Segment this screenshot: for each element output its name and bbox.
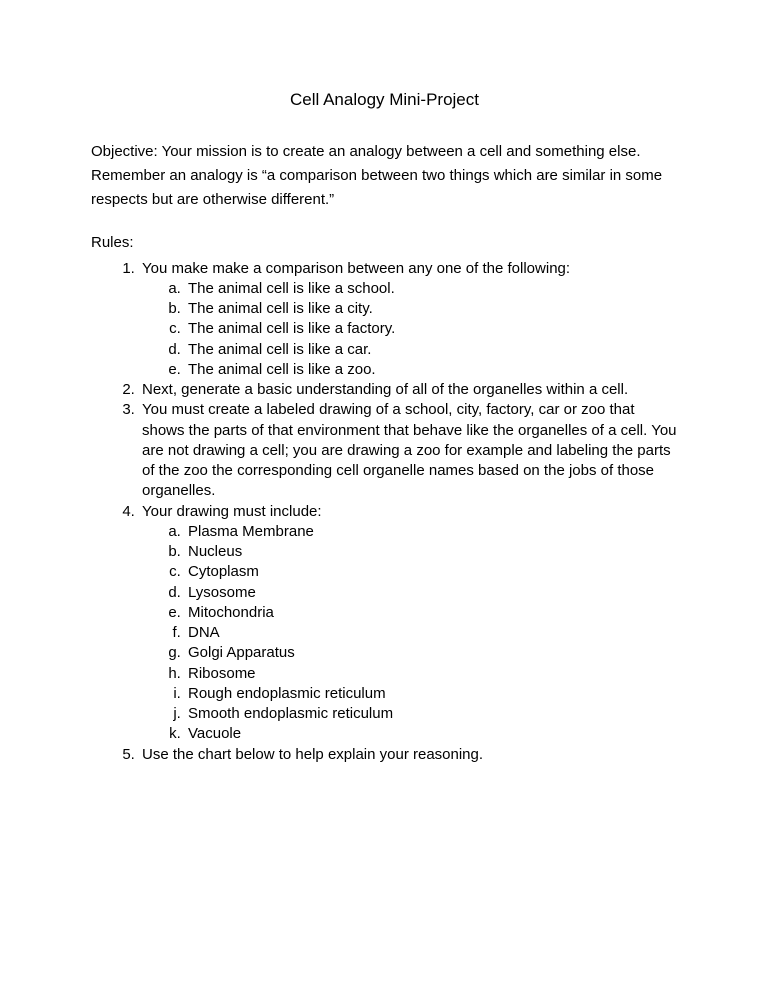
rule-item-5 xyxy=(139,745,678,765)
sub-item-text: Smooth endoplasmic reticulum xyxy=(188,705,394,723)
sub-item xyxy=(185,299,678,319)
rule-item-1 xyxy=(139,259,678,381)
sub-item xyxy=(185,319,678,339)
sub-item-text: Plasma Membrane xyxy=(188,522,314,540)
sub-item xyxy=(185,724,678,744)
sub-item xyxy=(185,522,678,542)
sub-item xyxy=(185,603,678,623)
sub-item-text: Vacuole xyxy=(188,725,242,743)
rule-item-3 xyxy=(139,400,678,501)
sub-item xyxy=(185,684,678,704)
rule-item-2 xyxy=(139,380,678,400)
sub-item xyxy=(185,542,678,562)
sub-item xyxy=(185,664,678,684)
page-title: Cell Analogy Mini-Project xyxy=(290,90,479,109)
sub-item xyxy=(185,279,678,299)
rules-heading: Rules: xyxy=(91,234,134,252)
sub-item-text: DNA xyxy=(188,624,220,642)
sub-item-text: The animal cell is like a zoo. xyxy=(188,360,376,378)
sub-item-text: The animal cell is like a school. xyxy=(188,279,395,297)
sub-item xyxy=(185,623,678,643)
sub-item-text: The animal cell is like a car. xyxy=(188,340,372,358)
rule-text: You make make a comparison between any one of the following: xyxy=(142,259,571,277)
sub-item-text: Ribosome xyxy=(188,664,256,682)
sub-item xyxy=(185,562,678,582)
sub-item-text: Rough endoplasmic reticulum xyxy=(188,684,386,702)
sub-item xyxy=(185,583,678,603)
sub-item xyxy=(185,360,678,380)
rule-4-sub-list xyxy=(142,522,678,745)
sub-item-text: Lysosome xyxy=(188,583,256,601)
rule-text: Next, generate a basic understanding of all of the organelles within a cell. xyxy=(142,381,629,399)
sub-item-text: The animal cell is like a city. xyxy=(188,300,373,318)
rule-item-4 xyxy=(139,502,678,745)
sub-item xyxy=(185,340,678,360)
sub-item-text: Cytoplasm xyxy=(188,563,259,581)
objective-paragraph: Objective: Your mission is to create an analogy between a cell and something else. Remember an analogy is “a comparison between two things which are similar in some respects but are otherwise different.” xyxy=(91,143,663,209)
sub-item xyxy=(185,704,678,724)
rules-list xyxy=(91,259,678,765)
rule-text: Your drawing must include: xyxy=(142,502,322,520)
sub-item-text: The animal cell is like a factory. xyxy=(188,320,396,338)
sub-item-text: Mitochondria xyxy=(188,603,274,621)
rule-1-sub-list xyxy=(142,279,678,380)
rule-text: Use the chart below to help explain your reasoning. xyxy=(142,745,484,763)
rule-text: You must create a labeled drawing of a school, city, factory, car or zoo that shows the parts of that environment that behave like the organelles of a cell. You are not drawing a cell; you are drawing a zoo for example and labeling the parts of the zoo the corresponding cell organelle names based on the jobs of those organelles. xyxy=(142,401,677,500)
sub-item xyxy=(185,643,678,663)
sub-item-text: Golgi Apparatus xyxy=(188,644,295,662)
sub-item-text: Nucleus xyxy=(188,543,243,561)
